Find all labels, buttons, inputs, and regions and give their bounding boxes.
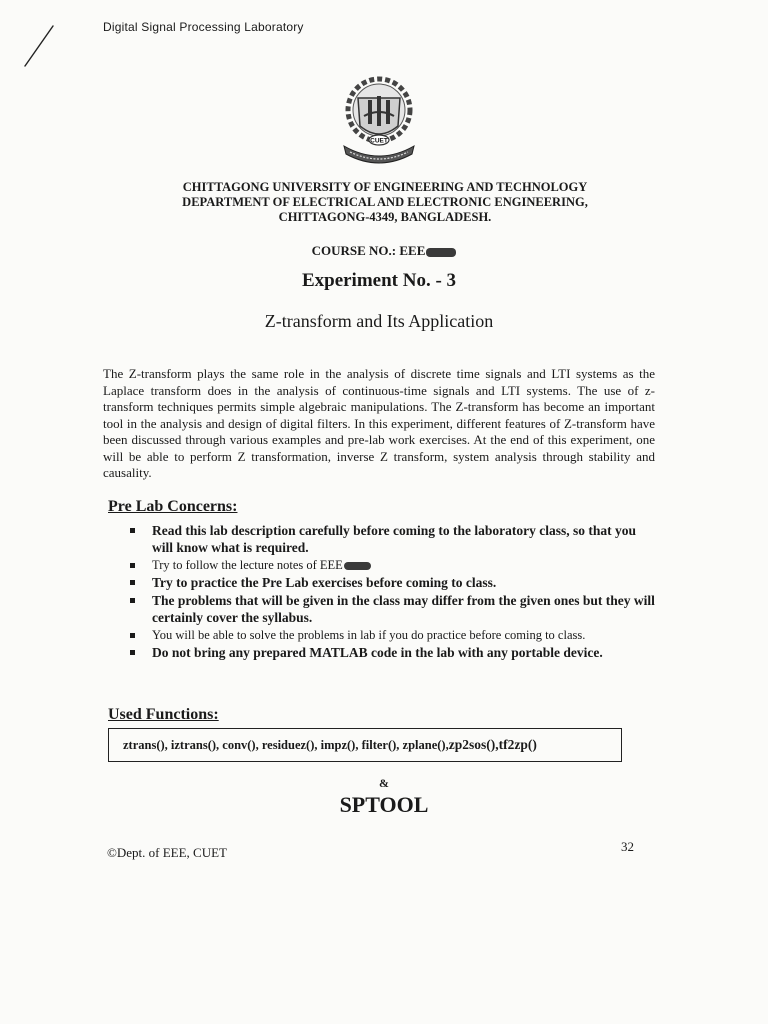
footer-copyright: ©Dept. of EEE, CUET xyxy=(107,845,227,860)
bullet-icon xyxy=(130,633,135,638)
list-item: Read this lab description carefully before coming to the laboratory class, so that you will know what is required. xyxy=(130,522,656,556)
course-number xyxy=(0,243,768,259)
list-item: The problems that will be given in the class may differ from the given ones but they will certainly cover the syllabus. xyxy=(130,592,656,626)
ampersand: & xyxy=(379,776,389,790)
function-list-tail: zp2sos(),tf2zp() xyxy=(448,737,537,752)
pre-lab-heading: Pre Lab Concerns: xyxy=(108,498,238,515)
bullet-icon xyxy=(130,528,135,533)
intro-paragraph: The Z-transform plays the same role in the analysis of discrete time signals and LTI systems as the Laplace transform does in the analysis of continuous-time signals and LTI systems. The use of z-transform techniques permits simple algebraic manipulations. The Z-transform has become an important tool in the analysis and design of digital filters. In this experiment, different features of Z-transform have been discussed through various examples and pre-lab work exercises. At the end of this experiment, one will be able to perform Z transformation, inverse Z transform, system analysis through stability and causality. xyxy=(103,366,655,480)
function-list-box xyxy=(108,728,622,762)
list-item: Try to practice the Pre Lab exercises before coming to class. xyxy=(130,574,656,591)
bullet-icon xyxy=(130,650,135,655)
university-address-block xyxy=(110,180,660,225)
university-name: CHITTAGONG UNIVERSITY OF ENGINEERING AND TECHNOLOGY xyxy=(182,180,588,194)
bullet-icon xyxy=(130,563,135,568)
pen-stroke-mark xyxy=(22,20,62,70)
experiment-subtitle: Z-transform and Its Application xyxy=(264,311,494,331)
page-number: 32 xyxy=(621,839,634,854)
function-list: ztrans(), iztrans(), conv(), residuez(), impz(), filter(), zplane(), xyxy=(123,737,449,752)
experiment-title: Experiment No. - 3 xyxy=(301,270,457,291)
university-logo xyxy=(334,70,424,168)
list-item: You will be able to solve the problems in lab if you do practice before coming to class. xyxy=(130,627,656,643)
redaction-mark xyxy=(344,562,371,570)
list-item: Do not bring any prepared MATLAB code in the lab with any portable device. xyxy=(130,644,656,661)
bullet-icon xyxy=(130,598,135,603)
course-label: COURSE NO.: EEE xyxy=(311,243,426,258)
university-address: CHITTAGONG-4349, BANGLADESH. xyxy=(278,210,492,224)
bullet-icon xyxy=(130,580,135,585)
lab-header: Digital Signal Processing Laboratory xyxy=(103,20,304,34)
tool-name: SPTOOL xyxy=(339,792,429,817)
logo-emblem-text: CUET xyxy=(370,137,388,145)
department-name: DEPARTMENT OF ELECTRICAL AND ELECTRONIC ENGINEERING, xyxy=(182,195,588,209)
pre-lab-list xyxy=(130,522,656,662)
redaction-mark xyxy=(426,248,456,257)
used-functions-heading: Used Functions: xyxy=(108,706,219,723)
list-item: Try to follow the lecture notes of EEE xyxy=(130,557,656,573)
